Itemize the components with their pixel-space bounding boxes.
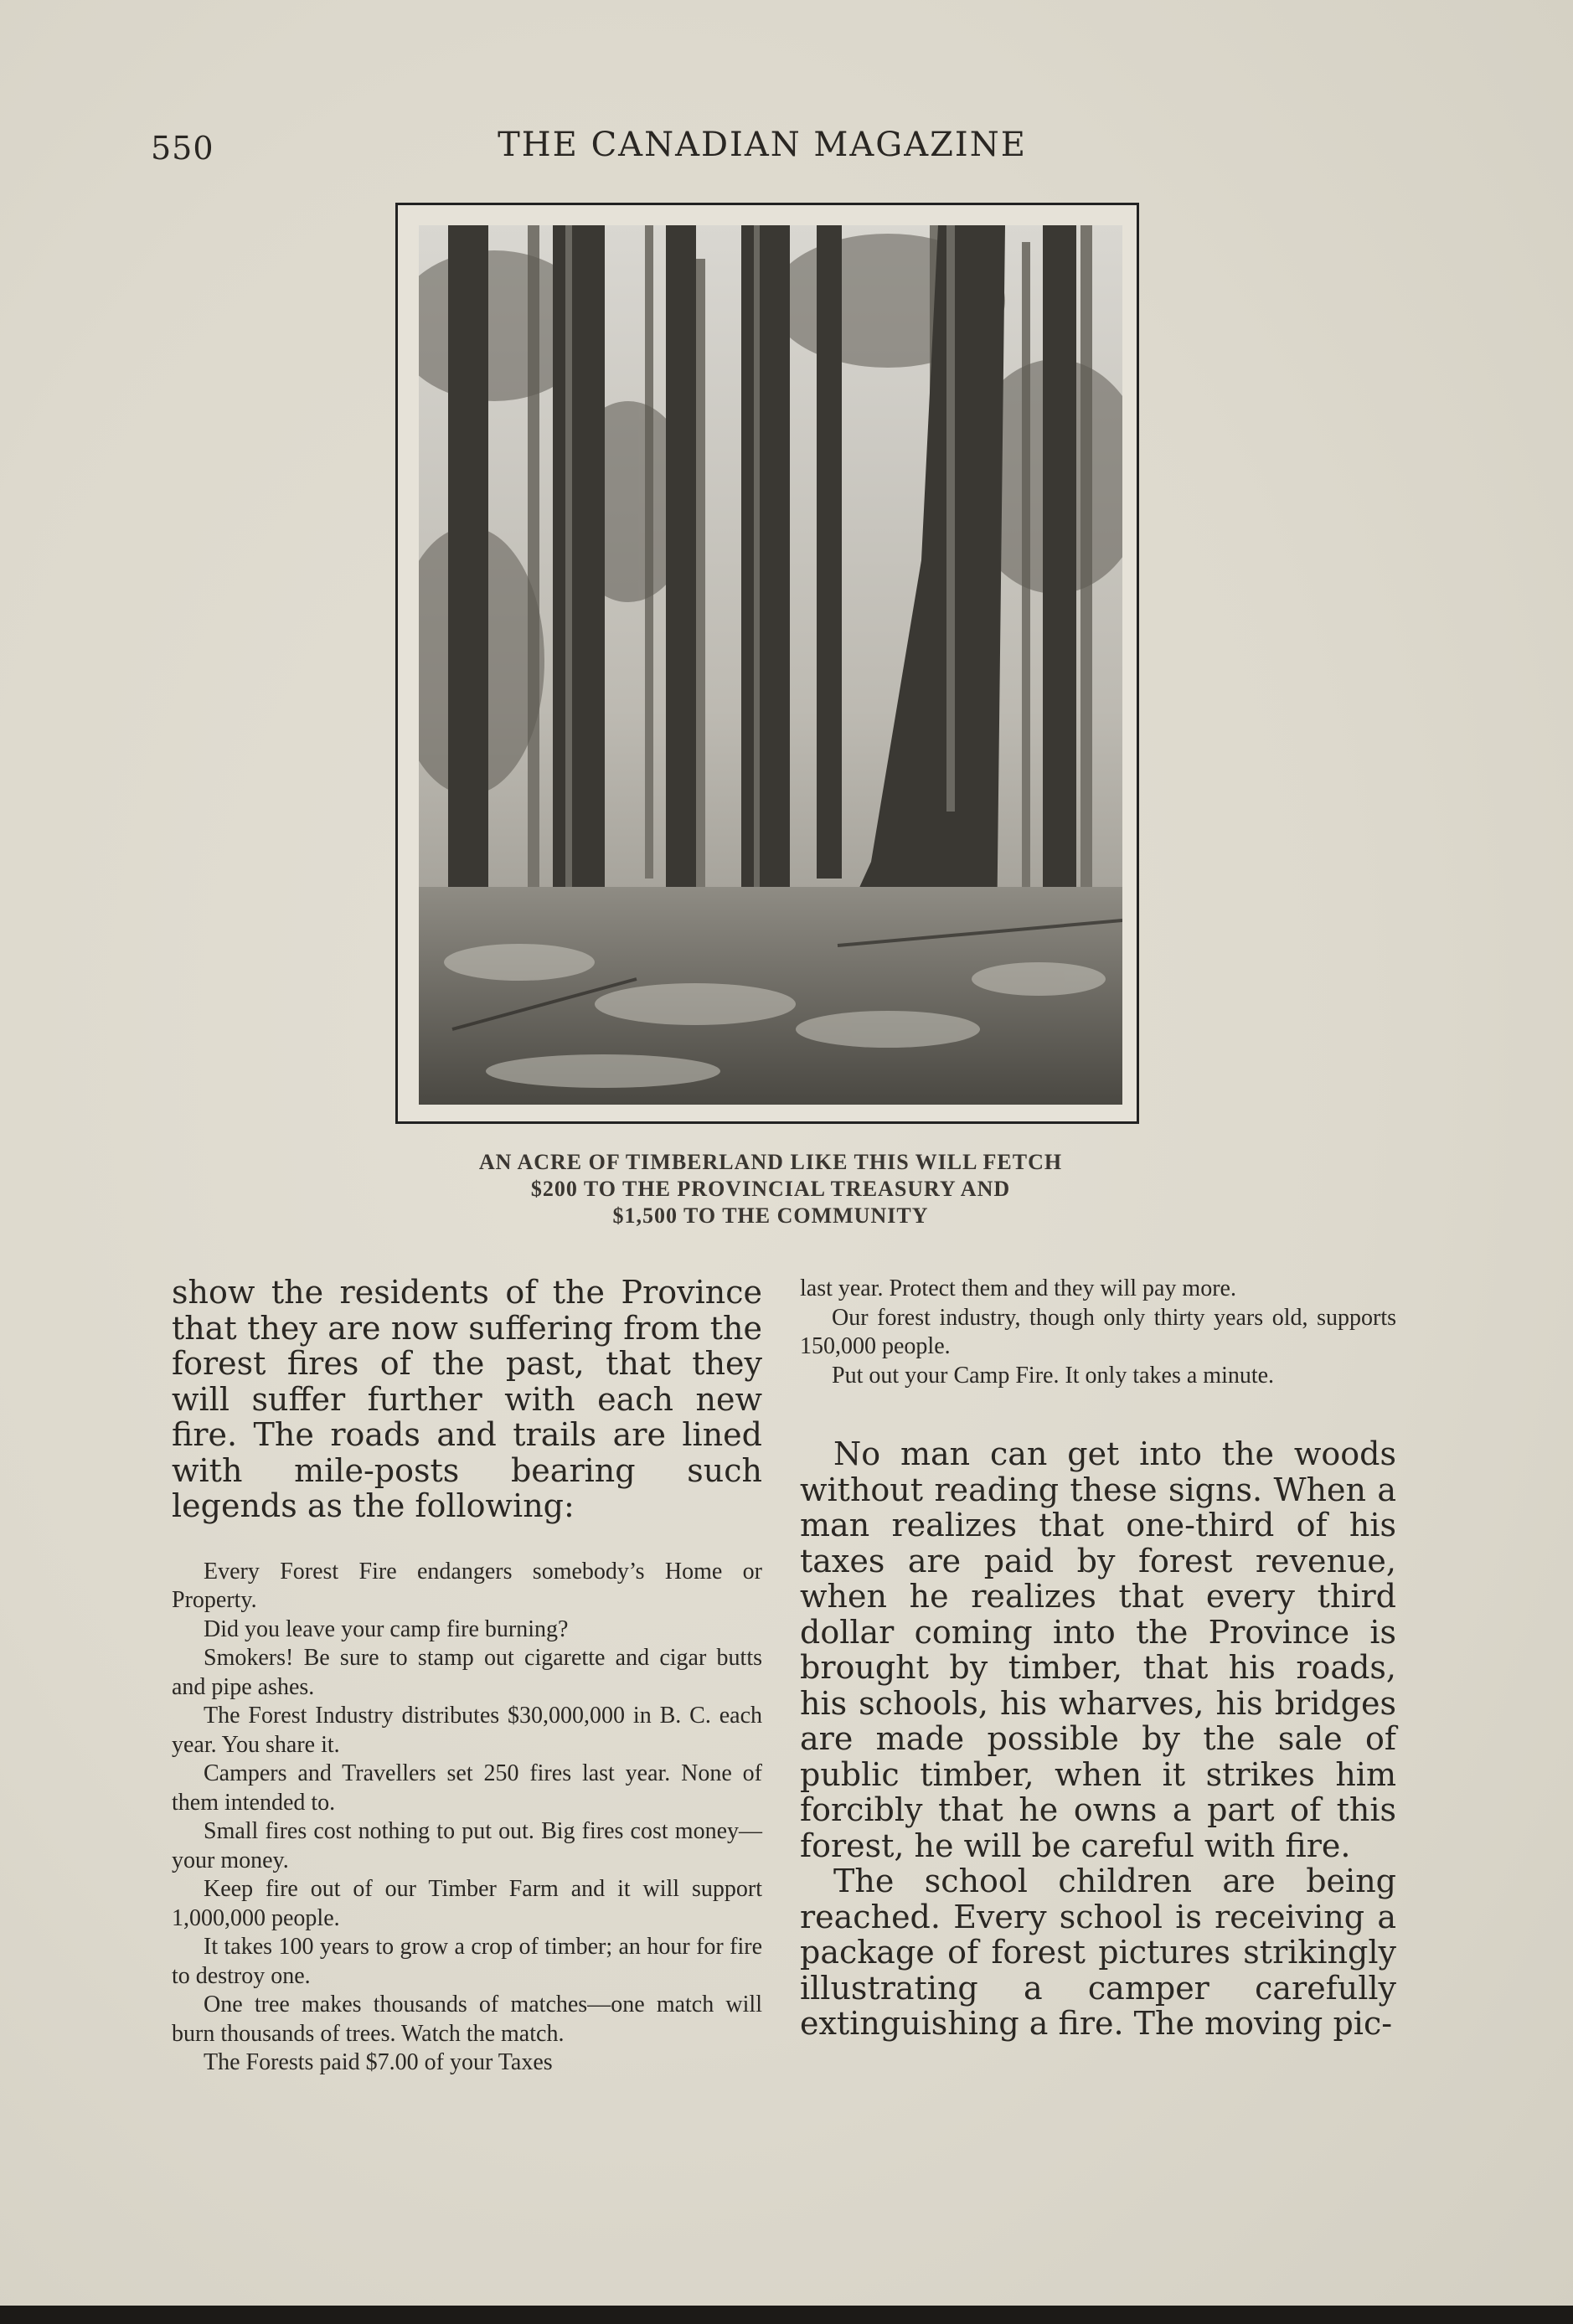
legend-item: Put out your Camp Fire. It only takes a minute. xyxy=(832,1362,1275,1389)
running-title: THE CANADIAN MAGAZINE xyxy=(498,126,1027,164)
caption-line: $200 TO THE PROVINCIAL TREASURY AND xyxy=(530,1177,1011,1201)
figure-caption xyxy=(377,1149,1164,1229)
legend-item: The Forest Industry distributes $30,000,000 in B. C. each year. You share it. xyxy=(172,1703,762,1758)
legend-item: Small fires cost nothing to put out. Big fires cost money—your money. xyxy=(172,1818,762,1873)
legend-item: Keep fire out of our Timber Farm and it will support 1,000,000 people. xyxy=(172,1876,762,1931)
legend-item: One tree makes thousands of matches—one match will burn thousands of trees. Watch the match. xyxy=(172,1992,762,2047)
caption-line: $1,500 TO THE COMMUNITY xyxy=(612,1203,929,1228)
left-column xyxy=(172,1275,762,2078)
forest-photo-frame xyxy=(395,203,1139,1124)
signpost-legends xyxy=(172,1558,762,2078)
right-body-text xyxy=(800,1436,1396,2042)
forest-photo-illustration xyxy=(419,225,1122,1105)
signpost-legends-continued xyxy=(800,1275,1396,1390)
legend-item: Smokers! Be sure to stamp out cigarette and cigar butts and pipe ashes. xyxy=(172,1645,762,1700)
legend-item: It takes 100 years to grow a crop of timber; an hour for fire to destroy one. xyxy=(172,1934,762,1989)
legend-item: Our forest industry, though only thirty years old, supports 150,000 people. xyxy=(800,1304,1396,1359)
page-number: 550 xyxy=(151,130,214,167)
legend-item: Campers and Travellers set 250 fires last year. None of them intended to. xyxy=(172,1760,762,1816)
legend-item: Every Forest Fire endangers somebody’s Home or Property. xyxy=(172,1558,762,1613)
body-paragraph: No man can get into the woods without reading these signs. When a man realizes that one-third of his taxes are paid by forest revenue, when he realizes that every third dollar coming into the Province is brought by timber, that his roads, his schools, his wharves, his bridges are made possible by the sale of public timber, when it strikes him forcibly that he owns a part of this forest, he will be careful with fire. xyxy=(800,1435,1396,1864)
scan-bottom-edge xyxy=(0,2306,1573,2324)
legend-item: last year. Protect them and they will pay more. xyxy=(800,1275,1236,1301)
right-column xyxy=(800,1275,1396,2042)
intro-paragraph: show the residents of the Province that they are now suffering from the forest fires of the past, that they will suffer further with each new fire. The roads and trails are lined with mile-posts bearing such legends as the following: xyxy=(172,1274,762,1524)
forest-photo xyxy=(419,225,1122,1105)
legend-item: Did you leave your camp fire burning? xyxy=(204,1615,569,1642)
left-body-text xyxy=(172,1275,762,1524)
legend-item: The Forests paid $7.00 of your Taxes xyxy=(204,2049,553,2075)
body-paragraph: The school children are being reached. Every school is receiving a package of forest pictures strikingly illustrating a camper carefully extinguishing a fire. The moving pic- xyxy=(800,1863,1396,2042)
caption-line: AN ACRE OF TIMBERLAND LIKE THIS WILL FETCH xyxy=(478,1150,1063,1174)
